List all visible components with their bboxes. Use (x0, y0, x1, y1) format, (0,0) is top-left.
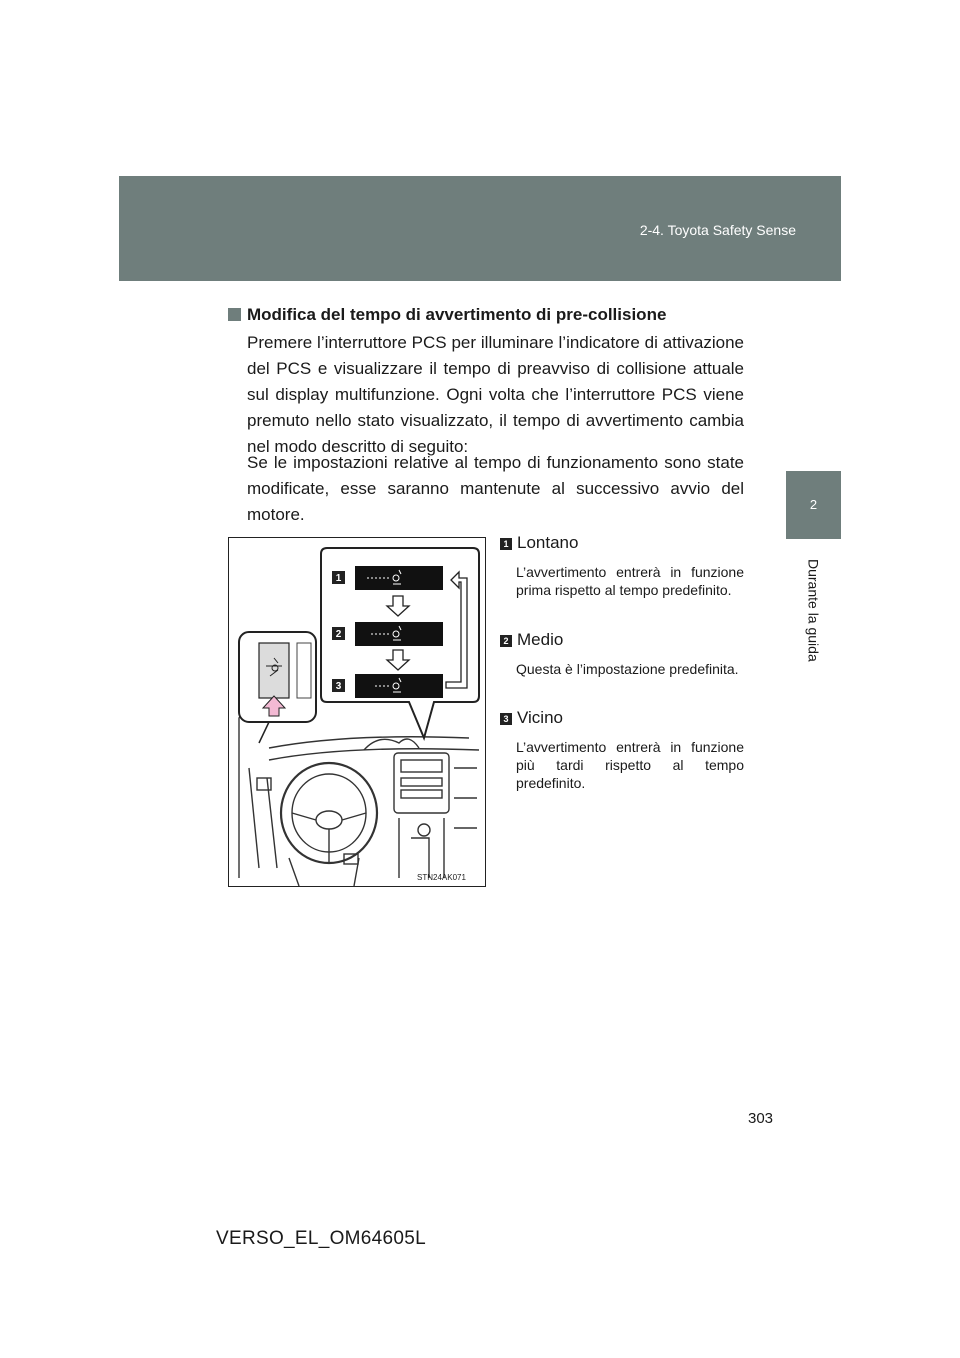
option-medium (500, 630, 744, 678)
paragraph-intro: Premere l’interruttore PCS per illuminare l’indicatore di attivazione del PCS e visualizzare il tempo di preavviso di collisione attuale sul display multifunzione. Ogni volta che l’interruttore PCS viene premuto nello stato visualizzato, il tempo di avvertimento cambia nel modo descritto di seguito: (247, 333, 744, 456)
switch-callout (239, 632, 316, 743)
paragraph-settings-note: Se le impostazioni relative al tempo di funzionamento sono state modificate, esse saranno mantenute al successivo avvio del motore. (247, 453, 744, 524)
figure-badge-2-text: 2 (335, 629, 342, 640)
figure-badge-1-text: 1 (335, 573, 342, 584)
page-number: 303 (748, 1110, 774, 1127)
section-title: 2-4. Toyota Safety Sense (639, 222, 796, 238)
option-medium-label: Medio (517, 630, 564, 649)
chapter-label (786, 545, 841, 675)
option-far-label: Lontano (517, 533, 579, 552)
option-far-title (500, 533, 744, 553)
option-medium-description: Questa è l’impostazione predefinita. (516, 661, 739, 677)
option-badge: 2 (500, 635, 512, 647)
figure-code: STN24AK071 (417, 873, 466, 882)
option-near-title (500, 708, 744, 728)
dashboard-illustration-svg (229, 538, 485, 886)
option-far-description: L’avvertimento entrerà in funzione prima rispetto al tempo predefinito. (516, 564, 744, 598)
document-code: VERSO_EL_OM64605L (216, 1228, 426, 1249)
chapter-label-text: Durante la guida (805, 558, 822, 662)
figure-badge-3-text: 3 (335, 681, 342, 692)
option-badge: 3 (500, 713, 512, 725)
option-badge: 1 (500, 538, 512, 550)
chapter-tab[interactable]: 2 (786, 471, 841, 539)
dashboard-illustration (228, 537, 486, 887)
display-callout (321, 548, 479, 738)
header-band (119, 176, 841, 281)
option-near-description: L’avvertimento entrerà in funzione più tardi rispetto al tempo predefinito. (516, 739, 744, 791)
option-far (500, 533, 744, 599)
section-heading-text: Modifica del tempo di avvertimento di pre-collisione (247, 305, 667, 324)
option-near (500, 708, 744, 792)
section-heading (228, 305, 666, 325)
square-bullet-icon (228, 308, 241, 321)
option-near-label: Vicino (517, 708, 563, 727)
option-medium-title (500, 630, 744, 650)
